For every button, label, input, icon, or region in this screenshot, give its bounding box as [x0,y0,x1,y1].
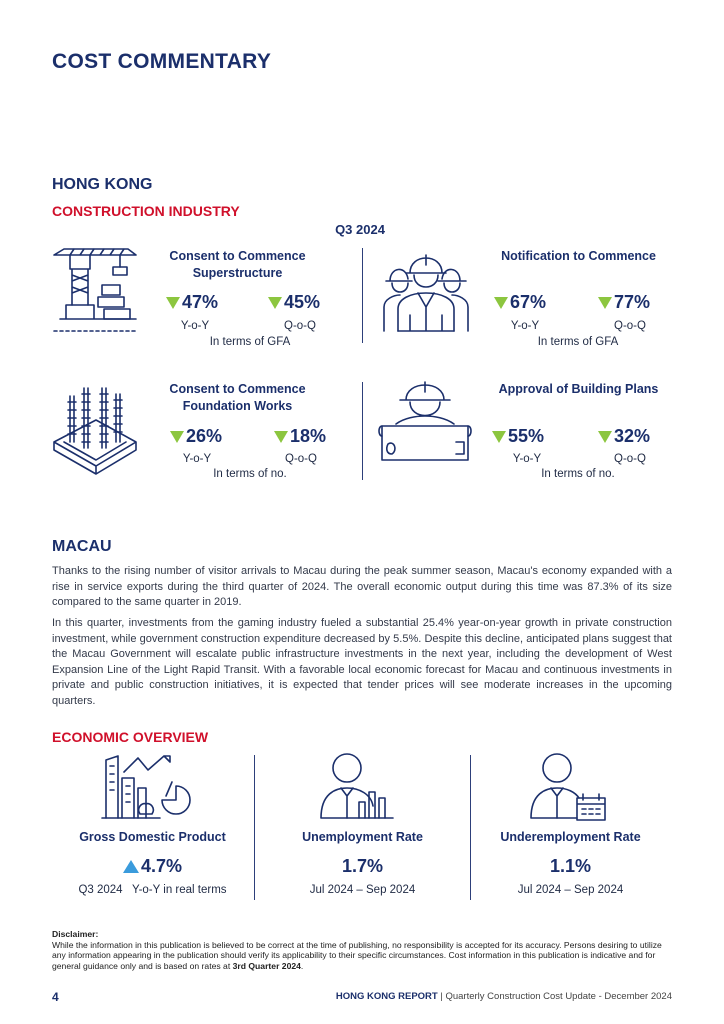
qoq-label: Q-o-Q [285,453,317,465]
metric-title-notification: Notification to Commence [501,249,656,263]
yoy-value-notification: 67% [494,292,546,313]
eco-sub-unemployment: Jul 2024 – Sep 2024 [309,884,416,896]
qoq-value-notification: 77% [598,292,650,313]
divider [254,755,255,900]
yoy-value-foundation: 26% [170,426,222,447]
decrease-arrow-icon [598,431,612,443]
disclaimer-end: . [300,960,304,971]
yoy-label: Y-o-Y [180,320,210,332]
eco-value-underemployment: 1.1% [549,856,592,876]
foundation-icon [50,380,140,475]
macau-paragraph: Thanks to the rising number of visitor arrivals to Macau during the peak summer season, Macau's economy expanded with a rise in service exports during the third quarter of 2024. The overall economic output during this time was 87.3% of its size compared to the same quarter in 2019. [52,565,672,608]
macau-paragraph: In this quarter, investments from the gaming industry fueled a substantial 25.4% year-on-year growth in private construction investment, while government construction expenditure decreased by 5.5%. Despite this decline, anticipated plans suggest that the Macau Government will escalate public infrastructure investments in the next year, including the development of West Expansion Line of the Light Rapid Transit. With a favorable local economic forecast for Macau and continuous investments in private and public construction initiatives, it is expected that tender prices will see moderate increases in the upcoming quarters. [52,617,672,707]
yoy-label: Y-o-Y [182,453,212,465]
qoq-label: Q-o-Q [614,320,646,332]
eco-title-gdp: Gross Domestic Product [79,830,226,844]
disclaimer-quarter: 3rd Quarter 2024 [232,960,301,971]
divider [470,755,471,900]
decrease-arrow-icon [492,431,506,443]
eco-value-unemployment: 1.7% [341,856,384,876]
qoq-value-building-plans: 32% [598,426,650,447]
footer-report [300,991,672,1002]
qoq-label: Q-o-Q [614,453,646,465]
divider [362,248,363,343]
eco-sub-underemployment: Jul 2024 – Sep 2024 [517,884,624,896]
eco-title-underemployment: Underemployment Rate [500,830,641,844]
decrease-arrow-icon [598,297,612,309]
metric-note: In terms of GFA [209,336,291,348]
yoy-label: Y-o-Y [510,320,540,332]
disclaimer-text: While the information in this publication is believed to be correct at the time of publishing, no responsibility is accepted for its accuracy. Persons desiring to utilize any information appearing in the publication should verify its applicability to their specific circumstances. Cost information in this publication is indicative and for general guidance only and is based on rates at [52,939,662,971]
decrease-arrow-icon [268,297,282,309]
decrease-arrow-icon [166,297,180,309]
eco-sub-gdp: Q3 2024 Y-o-Y in real terms [78,884,227,896]
metric-title-foundation: Consent to Commence Foundation Works [169,382,306,413]
economic-overview-heading: ECONOMIC OVERVIEW [52,729,209,745]
divider [362,382,363,480]
increase-arrow-icon [123,860,139,873]
qoq-label: Q-o-Q [284,320,316,332]
crane-icon [50,245,140,335]
metric-note: In terms of no. [213,468,287,480]
qoq-value-superstructure: 45% [268,292,320,313]
page-title: COST COMMENTARY [52,50,272,73]
qoq-value-foundation: 18% [274,426,326,447]
quarter-label: Q3 2024 [335,222,385,237]
eco-value-gdp: 4.7% [60,856,245,877]
eco-title-unemployment: Unemployment Rate [302,830,423,844]
yoy-value-building-plans: 55% [492,426,544,447]
metric-note: In terms of GFA [537,336,619,348]
footer-brand: HONG KONG REPORT [335,991,438,1002]
construction-industry-heading: CONSTRUCTION INDUSTRY [52,203,240,219]
hong-kong-heading: HONG KONG [52,176,153,193]
yoy-label: Y-o-Y [512,453,542,465]
metric-title-building-plans: Approval of Building Plans [498,382,659,396]
decrease-arrow-icon [494,297,508,309]
person-bar-chart-icon [315,752,395,822]
page-number: 4 [52,990,59,1004]
footer-report-title: Quarterly Construction Cost Update - December 2024 [445,991,672,1002]
yoy-value-superstructure: 47% [166,292,218,313]
decrease-arrow-icon [170,431,184,443]
decrease-arrow-icon [274,431,288,443]
disclaimer-heading: Disclaimer: [52,929,99,939]
metric-title-superstructure: Consent to Commence Superstructure [169,249,306,280]
footer-separator: | [440,991,443,1002]
workers-icon [380,245,475,335]
metric-note: In terms of no. [541,468,615,480]
disclaimer [52,929,672,971]
engineer-blueprint-icon [378,378,473,468]
gdp-chart-icon [100,752,195,822]
macau-heading: MACAU [52,538,112,555]
person-calendar-icon [527,752,612,822]
